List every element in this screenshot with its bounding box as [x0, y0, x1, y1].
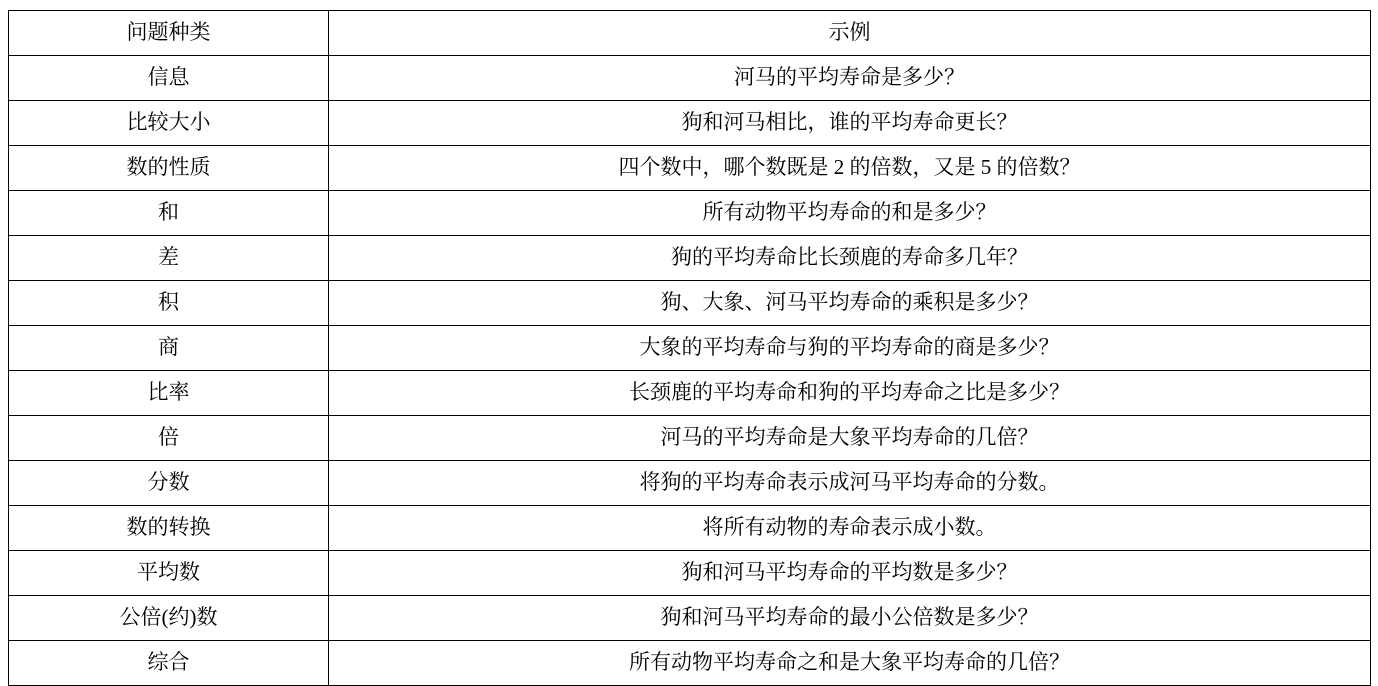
- cell-category: 比率: [9, 371, 329, 416]
- table-row: [9, 416, 1371, 461]
- cell-category: 数的转换: [9, 506, 329, 551]
- table-row: [9, 506, 1371, 551]
- cell-example: 将狗的平均寿命表示成河马平均寿命的分数。: [329, 461, 1371, 506]
- question-types-table: [8, 10, 1371, 686]
- cell-category: 数的性质: [9, 146, 329, 191]
- table-row: [9, 326, 1371, 371]
- table-row: [9, 236, 1371, 281]
- table-row: [9, 56, 1371, 101]
- cell-category: 综合: [9, 641, 329, 686]
- table-row: [9, 596, 1371, 641]
- cell-example: 长颈鹿的平均寿命和狗的平均寿命之比是多少？: [329, 371, 1371, 416]
- table-row: [9, 641, 1371, 686]
- column-header-example: 示例: [329, 11, 1371, 56]
- table-row: [9, 281, 1371, 326]
- cell-category: 分数: [9, 461, 329, 506]
- cell-category: 积: [9, 281, 329, 326]
- cell-example: 狗的平均寿命比长颈鹿的寿命多几年？: [329, 236, 1371, 281]
- cell-example: 狗和河马平均寿命的平均数是多少？: [329, 551, 1371, 596]
- cell-category: 公倍(约)数: [9, 596, 329, 641]
- cell-example: 河马的平均寿命是大象平均寿命的几倍？: [329, 416, 1371, 461]
- table-row: [9, 551, 1371, 596]
- cell-example: 狗和河马相比，谁的平均寿命更长？: [329, 101, 1371, 146]
- table-row: [9, 371, 1371, 416]
- table-row: [9, 461, 1371, 506]
- cell-example: 四个数中，哪个数既是 2 的倍数，又是 5 的倍数？: [329, 146, 1371, 191]
- cell-category: 平均数: [9, 551, 329, 596]
- cell-category: 比较大小: [9, 101, 329, 146]
- table-row: [9, 191, 1371, 236]
- cell-example: 河马的平均寿命是多少？: [329, 56, 1371, 101]
- cell-example: 所有动物平均寿命之和是大象平均寿命的几倍？: [329, 641, 1371, 686]
- cell-category: 信息: [9, 56, 329, 101]
- cell-category: 商: [9, 326, 329, 371]
- cell-example: 将所有动物的寿命表示成小数。: [329, 506, 1371, 551]
- cell-example: 狗和河马平均寿命的最小公倍数是多少？: [329, 596, 1371, 641]
- table-row: [9, 146, 1371, 191]
- cell-example: 所有动物平均寿命的和是多少？: [329, 191, 1371, 236]
- table-header-row: [9, 11, 1371, 56]
- cell-category: 倍: [9, 416, 329, 461]
- cell-example: 狗、大象、河马平均寿命的乘积是多少？: [329, 281, 1371, 326]
- cell-example: 大象的平均寿命与狗的平均寿命的商是多少？: [329, 326, 1371, 371]
- cell-category: 差: [9, 236, 329, 281]
- table-row: [9, 101, 1371, 146]
- column-header-category: 问题种类: [9, 11, 329, 56]
- cell-category: 和: [9, 191, 329, 236]
